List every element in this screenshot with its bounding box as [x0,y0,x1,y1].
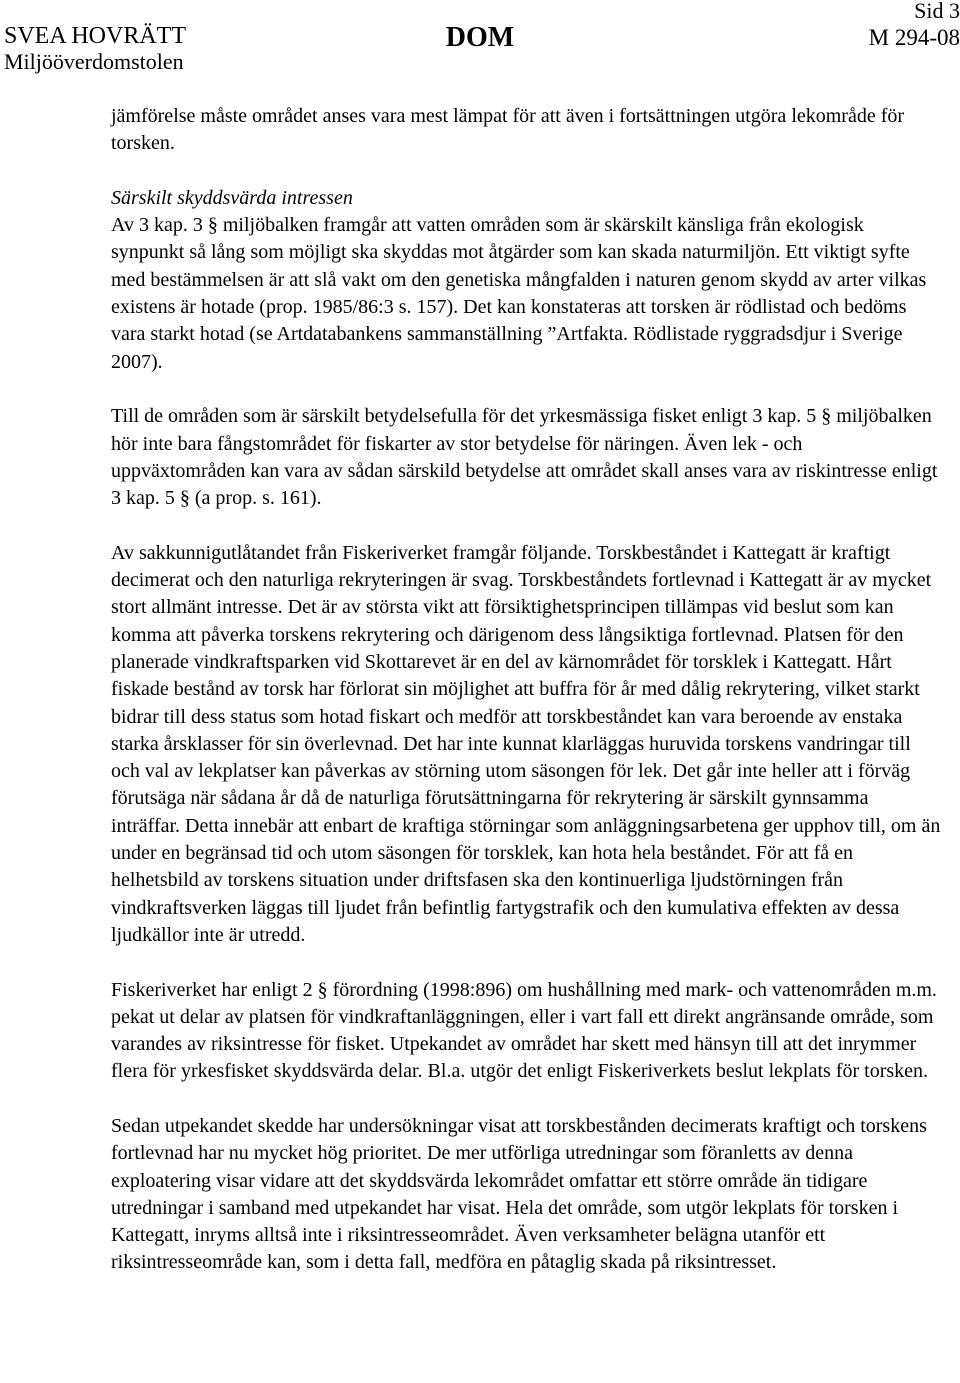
paragraph-protection-provision: Av 3 kap. 3 § miljöbalken framgår att vatten områden som är skärskilt känsliga från ekologisk synpunkt så lång som möjligt ska skyddas mot åtgärder som kan skada naturmiljön. Ett viktigt syfte med bestämmelsen är att slå vakt om den genetiska mångfalden i naturen genom skydd av arter vilkas existens är hotade (prop. 1985/86:3 s. 157). Det kan konstateras att torsken är rödlistad och bedöms vara starkt hotad (se Artdatabankens sammanställning ”Artfakta. Rödlistade ryggradsdjur i Sverige 2007). [111,214,927,373]
page-number: Sid 3 [914,0,960,23]
document-body [111,103,941,1277]
paragraph-later-studies: Sedan utpekandet skedde har undersökningar visat att torskbestånden decimerats kraftigt och torskens fortlevnad har nu mycket hög prioritet. De mer utförliga utredningar som föranletts av denna exploatering visar vidare att det skyddsvärda lekområdet omfattar ett större område än tidigare utredningar i samband med utpekandet har visat. Hela det område, som utgör lekplats för torsken i Kattegatt, inryms alltså inte i riksintresseområdet. Även verksamheter belägna utanför ett riksintresseområde kan, som i detta fall, medföra en påtaglig skada på riksintresset. [111,1114,927,1274]
paragraph-fishing-interest: Till de områden som är särskilt betydelsefulla för det yrkesmässiga fisket enligt 3 kap. 5 § miljöbalken hör inte bara fångstområdet för fiskarter av stor betydelse för näringen. Även lek - och uppväxtområden kan vara av sådan särskild betydelse att området skall anses vara av riskintresse enligt 3 kap. 5 § (a prop. s. 161). [111,405,938,510]
case-number: M 294-08 [868,25,960,50]
paragraph-fisheries-board: Fiskeriverket har enligt 2 § förordning (1998:896) om hushållning med mark- och vattenområden m.m. pekat ut delar av platsen för vindkraftanläggningen, eller i vart fall ett direkt angränsande område, som varandes av riksintresse för fisket. Utpekandet av området har skett med hänsyn till att det inrymmer flera för yrkesfisket skyddsvärda delar. Bl.a. utgör det enligt Fiskeriverkets beslut lekplats för torsken. [111,978,937,1083]
paragraph-comparison: jämförelse måste området anses vara mest lämpat för att även i fortsättningen utgöra lekområde för torsken. [111,105,905,155]
department-name: Miljööverdomstolen [4,49,184,74]
page-header [0,0,960,80]
paragraph-expert-opinion: Av sakkunnigutlåtandet från Fiskeriverket framgår följande. Torskbeståndet i Kattegatt är kraftigt decimerat och den naturliga rekryteringen är svag. Torskbeståndets fortlevnad i Kattegatt är av mycket stort allmänt intresse. Det är av största vikt att försiktighetsprincipen tillämpas vid beslut som kan komma att påverka torskens rekrytering och därigenom dess långsiktiga fortlevnad. Platsen för den planerade vindkraftsparken vid Skottarevet är en del av kärnområdet för torsklek i Kattegatt. Hårt fiskade bestånd av torsk har förlorat sin möjlighet att buffra för år med dålig rekrytering, vilket starkt bidrar till dess status som hotad fiskart och medför att torskbeståndet kan vara beroende av enstaka starka årsklasser för sin överlevnad. Det har inte kunnat klarläggas huruvida torskens vandringar till och val av lekplatser kan påverkas av störning utom säsongen för lek. Det går inte heller att i förväg förutsäga när sådana år då de naturliga förutsättningarna för rekrytering är särskilt gynnsamma inträffar. Detta innebär att enbart de kraftiga störningar som anläggningsarbetena ger upphov till, om än under en begränsad tid och utom säsongen för torsklek, kan hota hela beståndet. För att få en helhetsbild av torskens situation under driftsfasen ska den kontinuerliga ljudstörningen från vindkraftsverken läggas till ljudet från befintlig fartygstrafik och den kumulativa effekten av dessa ljudkällor inte är utredd. [111,541,941,946]
section-heading: Särskilt skyddsvärda intressen [111,186,353,209]
court-name: SVEA HOVRÄTT [4,23,187,49]
document-type: DOM [445,22,515,53]
